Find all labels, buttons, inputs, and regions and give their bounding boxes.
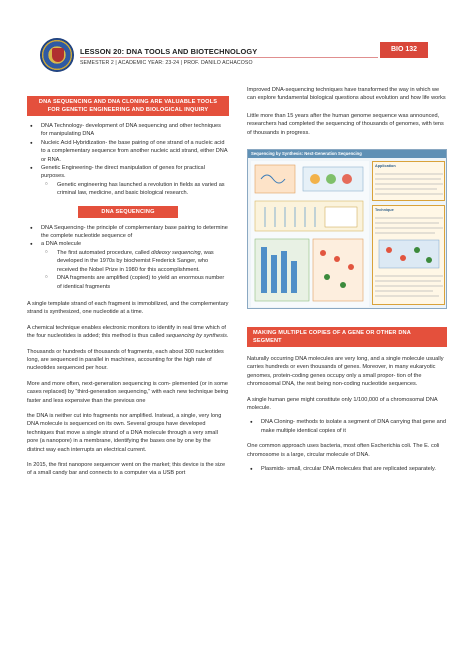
sub-text: , was developed in the 1970s by biochemist Frederick Sanger, who received the Nobel Prize in 1980 for this accomplishment. (57, 249, 214, 273)
bullet-list (247, 418, 447, 435)
list-item: ● DNA Sequencing- the principle of complementary base pairing to determine the complete nucleotide sequence of (27, 224, 229, 241)
university-seal-logo (40, 38, 74, 72)
paragraph: Naturally occurring DNA molecules are very long, and a single molecule usually carries hundreds or even thousands of genes. Moreover, in many eukaryotic genomes, protein-coding genes occupy only a small propor- tion of the chromosomal DNA, the rest being non-coding nucleotide sequences. (247, 356, 444, 388)
technique-label: Technique (375, 208, 394, 213)
list-item: ● Plasmids- small, circular DNA molecules that are replicated separately. (247, 465, 447, 473)
figure-title: Sequencing by Synthesis: Next-Generation Sequencing (248, 150, 446, 158)
lesson-title: LESSON 20: DNA TOOLS AND BIOTECHNOLOGY (80, 47, 258, 56)
list-item: ● DNA Cloning- methods to isolate a segment of DNA carrying that gene and make multiple identical copies of it (247, 418, 447, 435)
section-banner-dna-sequencing: DNA SEQUENCING (78, 206, 178, 218)
right-column (247, 86, 447, 474)
paragraph: the DNA is neither cut into fragments nor amplified. Instead, a single, very long DNA molecule is sequenced on its own. Several groups have developed techniques that move a single strand of a DNA molecule through a very small pore (a nanopore) in a membrane, identifying the bases one by one by the distinct way each interrupts an electrical current. (27, 412, 222, 453)
sequencing-diagram-graphic (251, 161, 369, 307)
section-banner-gene-copies: MAKING MULTIPLE COPIES OF A GENE OR OTHER DNA SEGMENT (247, 327, 447, 347)
list-item: ● Genetic Engineering- the direct manipulation of genes for practical purposes. (27, 164, 229, 181)
paragraph-text: A chemical technique enables electronic monitors to identify in real time which of the four nucleotides is added; this method is thus called (27, 324, 226, 340)
paragraph: One common approach uses bacteria, most often Escherichia coli. The E. coli chromosome is a large, circular molecule of DNA. (247, 443, 440, 458)
sub-list (27, 249, 229, 291)
application-label: Application (375, 164, 396, 169)
paragraph: Little more than 15 years after the human genome sequence was announced, researchers had completed the sequencing of thousands of genomes, with tens of thousands in progress. (247, 112, 444, 136)
paragraph: A single human gene might constitute only 1/100,000 of a chromosomal DNA molecule. (247, 396, 438, 412)
list-item: ● Nucleic Acid Hybridization- the base pairing of one strand of a nucleic acid to a complementary sequence from another nucleic acid strand, either DNA or RNA. (27, 139, 229, 164)
emphasis-term: dideoxy sequencing (151, 249, 201, 256)
section-banner-sequencing-cloning: DNA SEQUENCING AND DNA CLONING ARE VALUABLE TOOLS FOR GENETIC ENGINEERING AND BIOLOGICAL INQUIRY (27, 96, 229, 116)
paragraph: Thousands or hundreds of thousands of fragments, each about 300 nucleotides long, are sequenced in parallel in machines, accounting for the high rate of nucleotides sequenced per hour. (27, 348, 224, 372)
bullet-list (247, 465, 447, 473)
list-item: ● DNA Technology- development of DNA sequencing and other techniques for manipulating DNA (27, 122, 229, 139)
sub-list-item: ○ DNA fragments are amplified (copied) to yield an enormous number of identical fragments (27, 274, 229, 291)
sequencing-figure (247, 149, 447, 309)
sub-list-item: ○ Genetic engineering has launched a revolution in fields as varied as criminal law, medicine, and basic biological research. (27, 181, 229, 198)
paragraph (27, 324, 229, 341)
paragraph: A single template strand of each fragment is immobilized, and the complementary strand is synthesized, one nucleotide at a time. (27, 300, 229, 316)
paragraph: Improved DNA-sequencing techniques have transformed the way in which we can explore fundamental biological questions about evolution and how life works (247, 87, 446, 102)
list-item: ● a DNA molecule (27, 240, 229, 248)
figure-diagram (251, 161, 369, 307)
header-divider (80, 57, 378, 58)
emphasis-term: sequencing by synthesis. (166, 333, 229, 340)
technique-box (372, 205, 445, 305)
page-header (0, 0, 474, 80)
application-box (372, 161, 445, 201)
sub-list-item (27, 249, 229, 274)
semester-info: SEMESTER 2 | ACADEMIC YEAR: 23-24 | PROF. DANILO ACHACOSO (80, 60, 253, 66)
figure-legend-panel (372, 161, 445, 307)
course-badge: BIO 132 (380, 42, 428, 58)
technique-text-lines (373, 206, 446, 306)
sub-list (27, 181, 229, 198)
bullet-list (27, 224, 229, 249)
left-column (27, 96, 229, 478)
paragraph: More and more often, next-generation sequencing is com- plemented (or in some cases replaced) by “third-generation sequencing,” with each new technique being faster and less expensive than the previous one (27, 380, 229, 404)
sub-text: The first automated procedure, called (57, 249, 152, 256)
paragraph: In 2015, the first nanopore sequencer went on the market; this device is the size of a small candy bar and connects to a computer via a USB port (27, 462, 226, 477)
bullet-list (27, 122, 229, 181)
